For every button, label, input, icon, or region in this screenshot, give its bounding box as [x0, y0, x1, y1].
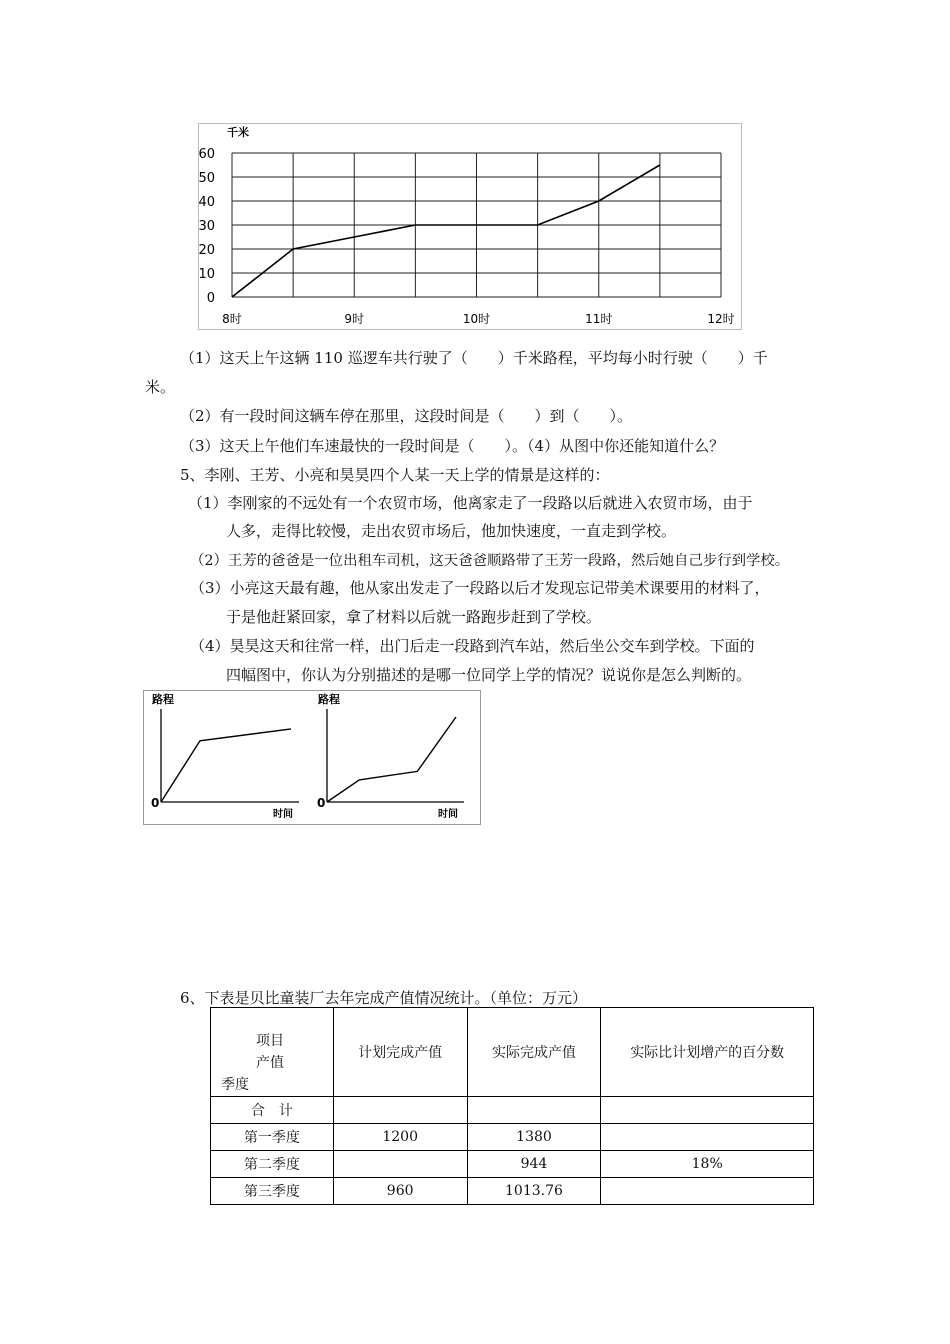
journey-line — [161, 729, 291, 802]
x-tick-label: 12时 — [707, 312, 735, 326]
percent-cell — [601, 1124, 814, 1151]
distance-line — [232, 165, 660, 297]
y-tick-label: 30 — [199, 219, 215, 234]
header-percent: 实际比计划增产的百分数 — [601, 1008, 814, 1097]
question-1-line-1: （1）这天上午这辆 110 巡逻车共行驶了（ ）千米路程，平均每小时行驶（ ）千 — [180, 349, 768, 367]
row-label: 第二季度 — [211, 1151, 334, 1178]
question-2: （2）有一段时间这辆车停在那里，这段时间是（ ）到（ ）。 — [180, 407, 633, 425]
actual-cell: 1013.76 — [467, 1178, 601, 1205]
row-label: 第三季度 — [211, 1178, 334, 1205]
diagonal-header-cell — [211, 1008, 334, 1097]
header-item-label: 项目 — [256, 1033, 284, 1049]
planned-cell: 1200 — [333, 1124, 467, 1151]
journey-graphs-svg — [144, 691, 480, 824]
planned-cell — [333, 1097, 467, 1124]
percent-cell: 18% — [601, 1151, 814, 1178]
y-tick-label: 0 — [206, 291, 215, 306]
problem-5-title: 5、李刚、王芳、小亮和昊昊四个人某一天上学的情景是这样的： — [180, 466, 610, 484]
problem-6-title: 6、下表是贝比童装厂去年完成产值情况统计。（单位：万元） — [180, 989, 588, 1007]
x-axis-label: 时间 — [273, 809, 293, 820]
table-row — [211, 1097, 814, 1124]
x-tick-label: 11时 — [585, 312, 613, 326]
row-label: 第一季度 — [211, 1124, 334, 1151]
y-tick-label: 60 — [199, 147, 215, 162]
problem-5-item-1-line-1: （1）李刚家的不远处有一个农贸市场，他离家走了一段路以后就进入农贸市场，由于 — [188, 494, 753, 512]
problem-5-item-4-line-1: （4）昊昊这天和往常一样，出门后走一段路到汽车站，然后坐公交车到学校。下面的 — [190, 637, 755, 655]
problem-5-item-3-line-2: 于是他赶紧回家，拿了材料以后就一路跑步赶到了学校。 — [226, 608, 602, 626]
problem-5-item-3-line-1: （3）小亮这天最有趣，他从家出发走了一段路以后才发现忘记带美术课要用的材料了， — [190, 579, 770, 597]
x-axis-label: 时间 — [438, 809, 458, 820]
diagonal-lines — [211, 1008, 334, 1096]
y-axis-label: 路程 — [152, 693, 174, 706]
table-row — [211, 1151, 814, 1178]
table-row — [211, 1178, 814, 1205]
problem-5-item-1-line-2: 人多，走得比较慢，走出农贸市场后，他加快速度，一直走到学校。 — [226, 522, 677, 540]
y-tick-label: 20 — [199, 243, 215, 258]
actual-cell — [467, 1097, 601, 1124]
origin-label: 0 — [151, 796, 160, 810]
header-actual: 实际完成产值 — [467, 1008, 601, 1097]
y-axis-label: 路程 — [318, 693, 340, 706]
y-tick-label: 50 — [199, 171, 215, 186]
distance-time-chart-svg — [199, 124, 741, 329]
x-tick-label: 10时 — [462, 312, 491, 326]
output-value-table — [210, 1007, 814, 1205]
y-tick-label: 10 — [199, 267, 215, 282]
distance-time-chart — [198, 123, 742, 330]
actual-cell: 1380 — [467, 1124, 601, 1151]
x-tick-label: 9时 — [344, 312, 365, 326]
problem-5-item-2: （2）王芳的爸爸是一位出租车司机，这天爸爸顺路带了王芳一段路，然后她自己步行到学校。 — [190, 553, 790, 569]
table-header-row — [211, 1008, 814, 1097]
header-quarter-label: 季度 — [221, 1077, 249, 1093]
question-3-4: （3）这天上午他们车速最快的一段时间是（ ）。（4）从图中你还能知道什么？ — [180, 437, 725, 455]
journey-graphs-box — [143, 690, 481, 825]
actual-cell: 944 — [467, 1151, 601, 1178]
percent-cell — [601, 1097, 814, 1124]
origin-label: 0 — [317, 796, 326, 810]
x-tick-label: 8时 — [222, 312, 242, 326]
question-1-line-2: 米。 — [145, 378, 176, 396]
header-value-label: 产值 — [256, 1055, 284, 1071]
row-label: 合 计 — [211, 1097, 334, 1124]
problem-5-item-4-line-2: 四幅图中，你认为分别描述的是哪一位同学上学的情况？说说你是怎么判断的。 — [226, 666, 752, 684]
table-row — [211, 1124, 814, 1151]
planned-cell: 960 — [333, 1178, 467, 1205]
header-planned: 计划完成产值 — [333, 1008, 467, 1097]
y-tick-label: 40 — [199, 195, 215, 210]
planned-cell — [333, 1151, 467, 1178]
percent-cell — [601, 1178, 814, 1205]
y-axis-label: 千米 — [227, 126, 249, 139]
journey-line — [327, 717, 456, 802]
